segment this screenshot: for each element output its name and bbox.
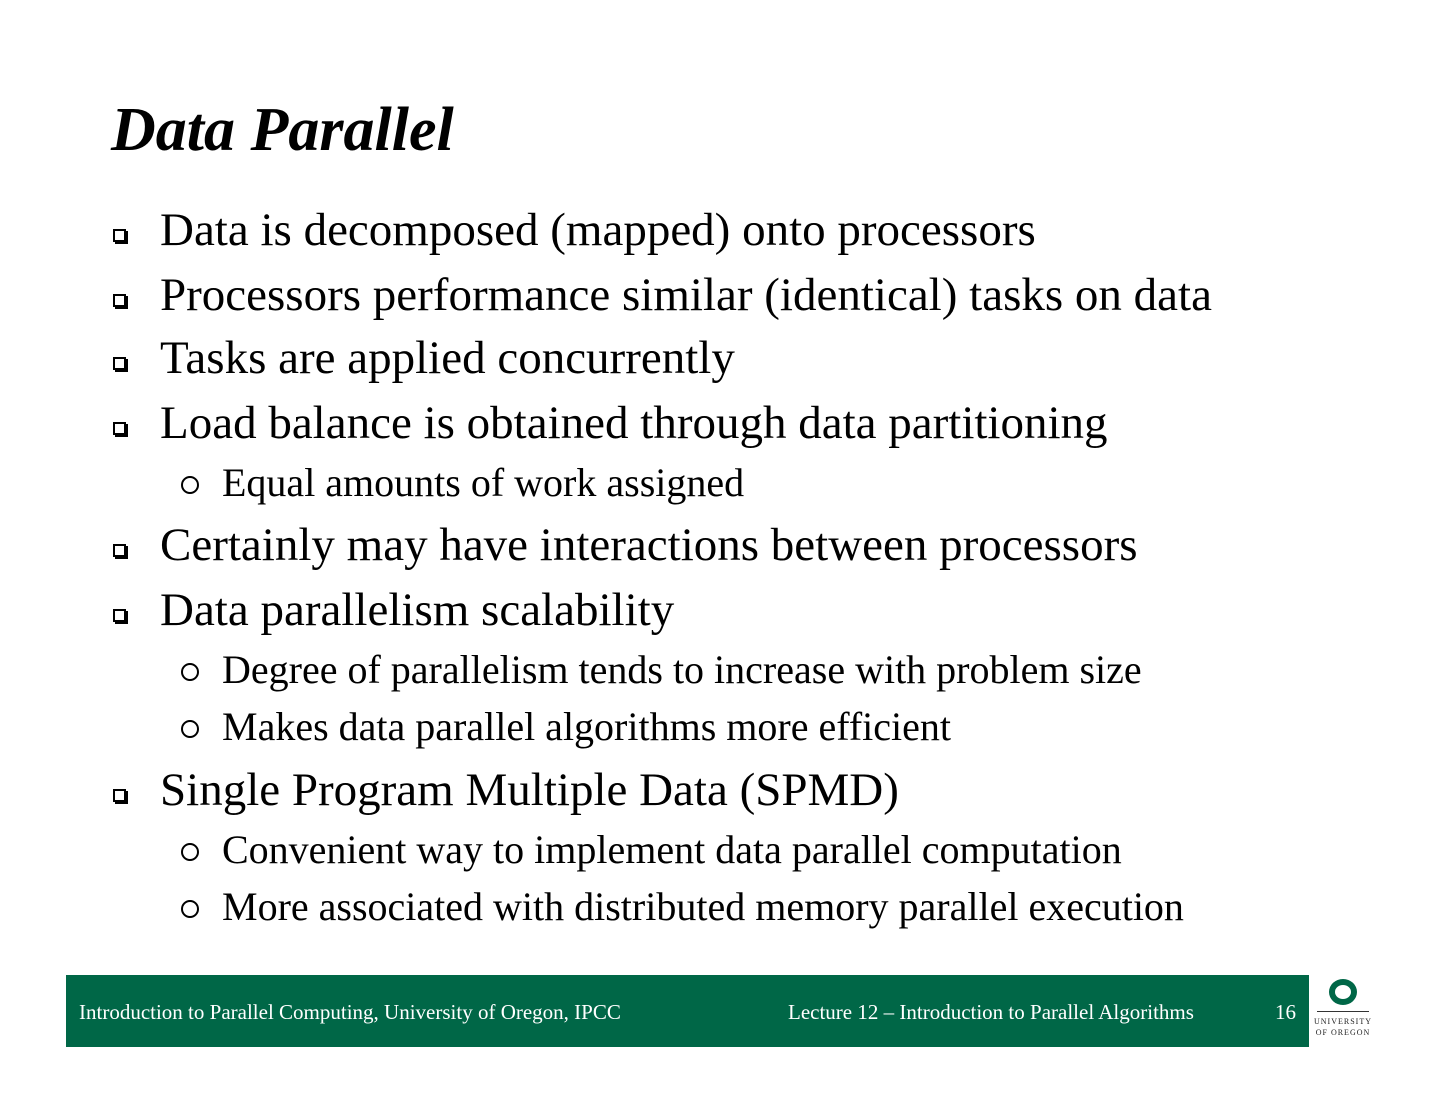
- slide-title: Data Parallel: [111, 96, 454, 164]
- square-bullet-icon: [113, 357, 126, 370]
- bullet-text: Certainly may have interactions between processors: [160, 519, 1138, 571]
- logo-text-line2: OF OREGON: [1315, 1028, 1371, 1037]
- sub-bullet-text: Equal amounts of work assigned: [222, 460, 745, 505]
- circle-bullet-icon: [181, 900, 199, 918]
- square-bullet-icon: [113, 294, 126, 307]
- square-bullet-icon: [113, 609, 126, 622]
- logo-divider: [1317, 1011, 1369, 1012]
- bullet-item: [160, 584, 675, 636]
- sub-bullet-item: [222, 884, 1184, 929]
- footer-bar: [66, 975, 1309, 1047]
- sub-bullet-text: Makes data parallel algorithms more efficient: [222, 704, 951, 749]
- oregon-o-icon: [1329, 979, 1357, 1005]
- sub-bullet-item: [222, 460, 745, 505]
- sub-bullet-text: Convenient way to implement data parallel computation: [222, 827, 1122, 872]
- bullet-item: [160, 764, 899, 816]
- bullet-text: Data parallelism scalability: [160, 584, 675, 636]
- university-logo: [1313, 977, 1373, 1047]
- square-bullet-icon: [113, 422, 126, 435]
- bullet-text: Tasks are applied concurrently: [160, 332, 735, 384]
- square-bullet-icon: [113, 544, 126, 557]
- square-bullet-icon: [113, 229, 126, 242]
- square-bullet-icon: [113, 789, 126, 802]
- circle-bullet-icon: [181, 663, 199, 681]
- page-number: 16: [1275, 1000, 1296, 1024]
- bullet-item: [160, 269, 1212, 321]
- circle-bullet-icon: [181, 843, 199, 861]
- bullet-text: Load balance is obtained through data partitioning: [160, 397, 1108, 449]
- bullet-item: [160, 204, 1036, 256]
- bullet-text: Processors performance similar (identical) tasks on data: [160, 269, 1212, 321]
- bullet-text: Data is decomposed (mapped) onto processors: [160, 204, 1036, 256]
- logo-text-line1: UNIVERSITY: [1314, 1017, 1372, 1026]
- sub-bullet-item: [222, 704, 951, 749]
- sub-bullet-text: More associated with distributed memory parallel execution: [222, 884, 1184, 929]
- sub-bullet-item: [222, 827, 1122, 872]
- bullet-item: [160, 519, 1138, 571]
- footer-course-text: Introduction to Parallel Computing, University of Oregon, IPCC: [79, 1000, 621, 1024]
- footer-lecture-text: Lecture 12 – Introduction to Parallel Algorithms: [788, 1000, 1194, 1024]
- bullet-item: [160, 397, 1108, 449]
- circle-bullet-icon: [181, 720, 199, 738]
- sub-bullet-text: Degree of parallelism tends to increase with problem size: [222, 647, 1142, 692]
- sub-bullet-item: [222, 647, 1142, 692]
- bullet-text: Single Program Multiple Data (SPMD): [160, 764, 899, 816]
- bullet-item: [160, 332, 735, 384]
- circle-bullet-icon: [181, 476, 199, 494]
